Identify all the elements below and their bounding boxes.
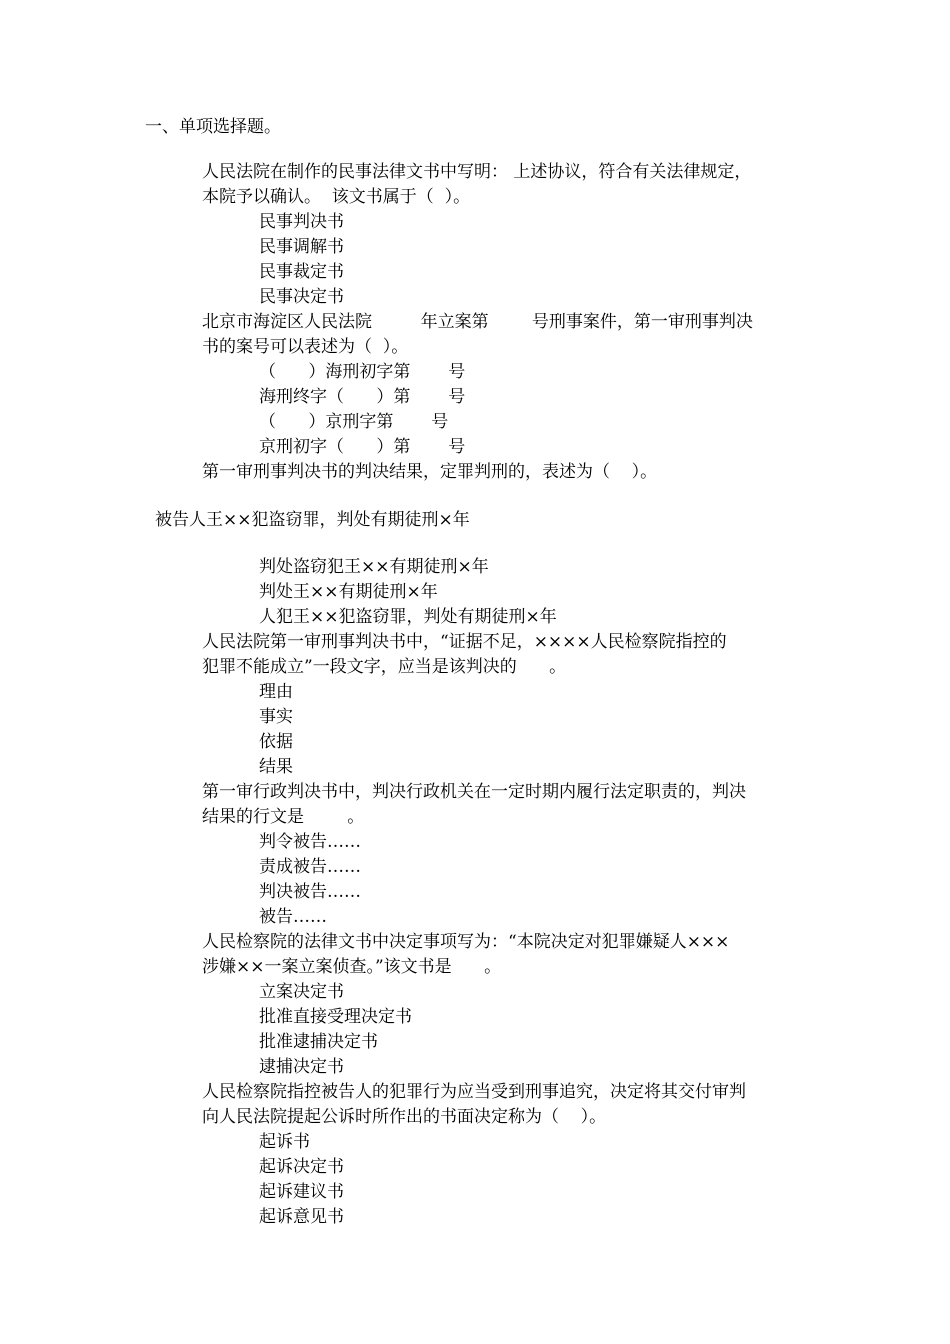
- question-1-line-1: 人民法院在制作的民事法律文书中写明： 上述协议，符合有关法律规定，: [202, 162, 752, 182]
- question-5-option-c: 判决被告……: [259, 882, 361, 902]
- question-4-option-c: 依据: [259, 732, 293, 752]
- question-2-option-c: （ ）京刑字第 号: [259, 412, 449, 432]
- question-7-line-1: 人民检察院指控被告人的犯罪行为应当受到刑事追究，决定将其交付审判: [202, 1082, 746, 1102]
- question-6-option-d: 逮捕决定书: [259, 1057, 344, 1077]
- question-5-option-a: 判令被告……: [259, 832, 361, 852]
- question-4-line-1: 人民法院第一审刑事判决书中，“证据不足，××××人民检察院指控的: [202, 632, 727, 652]
- question-5-option-d: 被告……: [259, 907, 327, 927]
- question-1-option-d: 民事决定书: [259, 287, 344, 307]
- question-2-option-d: 京刑初字（ ）第 号: [259, 437, 466, 457]
- question-1-line-2: 本院予以确认。 该文书属于（ ）。: [202, 187, 471, 207]
- question-7-option-d: 起诉意见书: [259, 1207, 344, 1227]
- question-7-option-c: 起诉建议书: [259, 1182, 344, 1202]
- question-1-option-a: 民事判决书: [259, 212, 344, 232]
- question-1-option-c: 民事裁定书: [259, 262, 344, 282]
- question-3-option-b: 判处盗窃犯王××有期徒刑×年: [259, 557, 489, 577]
- question-5-line-2: 结果的行文是 。: [202, 807, 365, 827]
- question-2-line-2: 书的案号可以表述为（ ）。: [202, 337, 409, 357]
- question-6-option-a: 立案决定书: [259, 982, 344, 1002]
- question-7-line-2: 向人民法院提起公诉时所作出的书面决定称为（ ）。: [202, 1107, 607, 1127]
- question-4-option-a: 理由: [259, 682, 293, 702]
- question-2-option-b: 海刑终字（ ）第 号: [259, 387, 466, 407]
- question-2-option-a: （ ）海刑初字第 号: [259, 362, 466, 382]
- question-3-option-a: 被告人王××犯盗窃罪，判处有期徒刑×年: [155, 510, 470, 530]
- question-6-line-1: 人民检察院的法律文书中决定事项写为：“本院决定对犯罪嫌疑人×××: [202, 932, 730, 952]
- question-3-line-1: 第一审刑事判决书的判决结果，定罪判刑的，表述为（ ）。: [202, 462, 658, 482]
- question-3-option-c: 判处王××有期徒刑×年: [259, 582, 438, 602]
- question-4-line-2: 犯罪不能成立”一段文字，应当是该判决的 。: [202, 657, 567, 677]
- question-6-line-2: 涉嫌××一案立案侦查。”该文书是 。: [202, 957, 502, 977]
- question-5-option-b: 责成被告……: [259, 857, 361, 877]
- question-1-option-b: 民事调解书: [259, 237, 344, 257]
- question-7-option-b: 起诉决定书: [259, 1157, 344, 1177]
- question-2-line-1: 北京市海淀区人民法院 年立案第 号刑事案件，第一审刑事判决: [202, 312, 753, 332]
- question-4-option-d: 结果: [259, 757, 293, 777]
- section-title: 一、单项选择题。: [145, 117, 281, 137]
- question-6-option-b: 批准直接受理决定书: [259, 1007, 412, 1027]
- question-4-option-b: 事实: [259, 707, 293, 727]
- question-6-option-c: 批准逮捕决定书: [259, 1032, 378, 1052]
- question-3-option-d: 人犯王××犯盗窃罪，判处有期徒刑×年: [259, 607, 557, 627]
- question-5-line-1: 第一审行政判决书中，判决行政机关在一定时期内履行法定职责的，判决: [202, 782, 746, 802]
- question-7-option-a: 起诉书: [259, 1132, 310, 1152]
